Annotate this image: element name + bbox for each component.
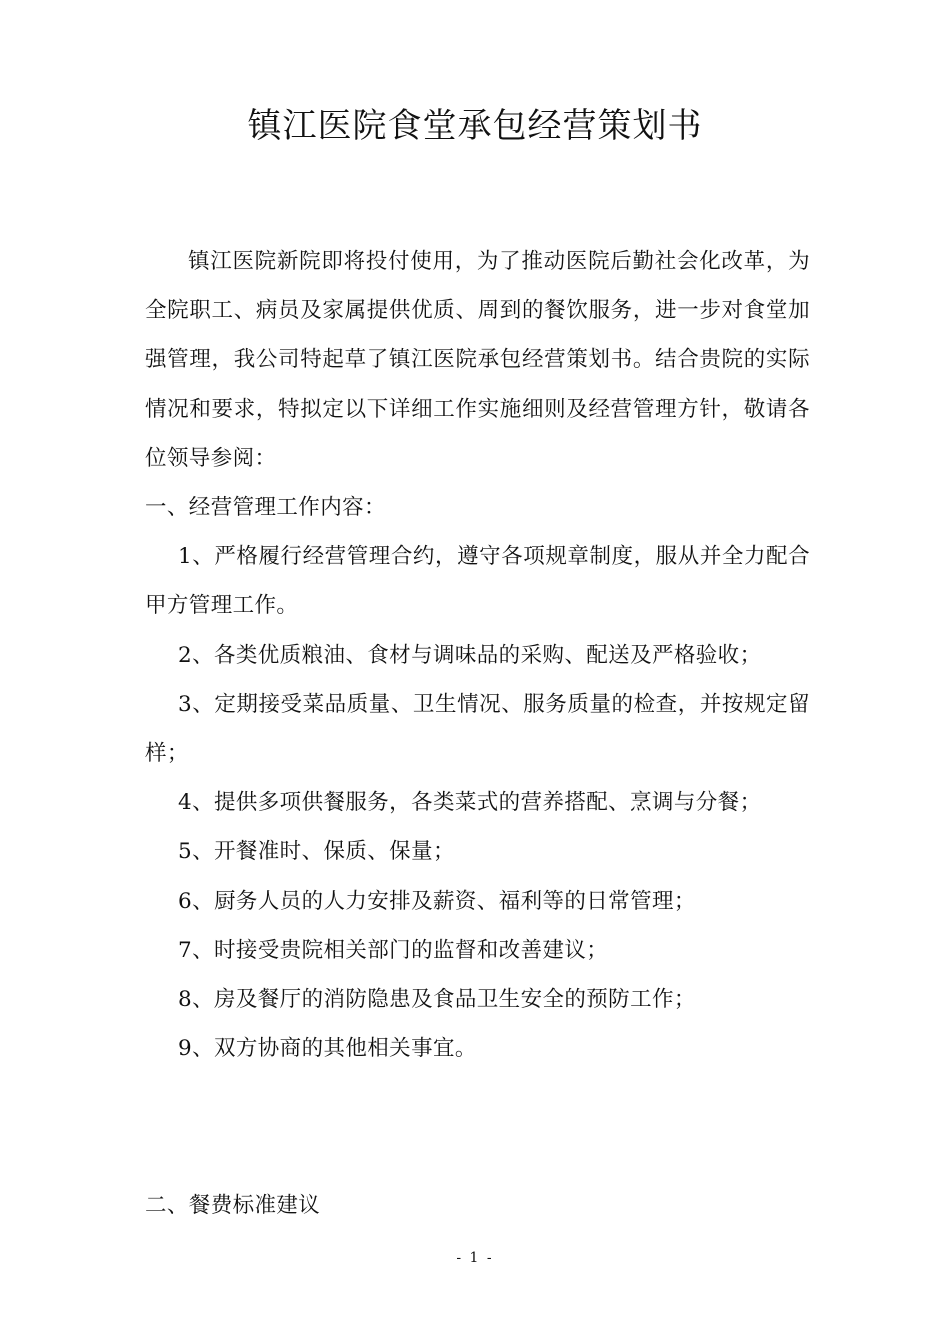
list-item: 7、时接受贵院相关部门的监督和改善建议； (178, 937, 609, 963)
section-heading-2: 二、餐费标准建议 (145, 1193, 321, 1218)
list-item: 4、提供多项供餐服务，各类菜式的营养搭配、烹调与分餐； (178, 790, 762, 816)
list-item: 5、开餐准时、保质、保量； (178, 839, 455, 865)
document-body (145, 237, 810, 1073)
list-item: 1、严格履行经营管理合约，遵守各项规章制度，服从并全力配合甲方管理工作。 (145, 544, 810, 619)
list-item: 6、厨务人员的人力安排及薪资、福利等的日常管理； (178, 888, 696, 914)
list-item: 2、各类优质粮油、食材与调味品的采购、配送及严格验收； (178, 642, 762, 668)
document-title: 镇江医院食堂承包经营策划书 (247, 106, 703, 146)
intro-paragraph: 镇江医院新院即将投付使用，为了推动医院后勤社会化改革，为全院职工、病员及家属提供优质、周到的餐饮服务，进一步对食堂加强管理，我公司特起草了镇江医院承包经营策划书。结合贵院的实际情况和要求，特拟定以下详细工作实施细则及经营管理方针，敬请各位领导参阅： (145, 249, 810, 471)
page-number: - 1 - (456, 1250, 494, 1266)
list-item: 3、定期接受菜品质量、卫生情况、服务质量的检查，并按规定留样； (145, 691, 810, 767)
list-item: 8、房及餐厅的消防隐患及食品卫生安全的预防工作； (178, 987, 696, 1013)
section-heading-1: 一、经营管理工作内容： (145, 495, 386, 521)
list-item: 9、双方协商的其他相关事宜。 (178, 1036, 477, 1062)
